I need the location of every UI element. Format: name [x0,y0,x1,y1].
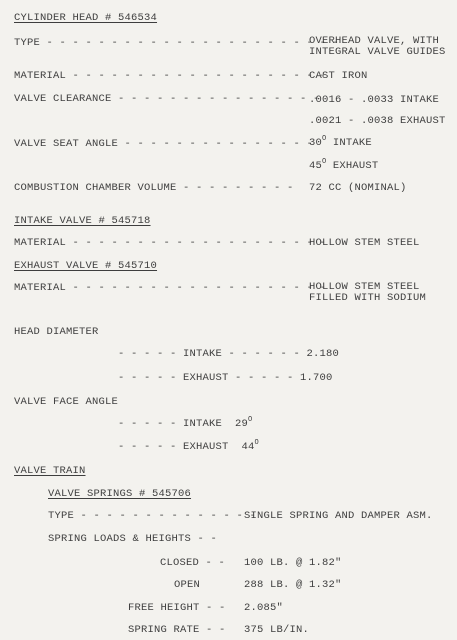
valve-face-intake-row [118,418,252,431]
material-label: MATERIAL - - - - - - - - - - - - - - - - - - - - [14,70,327,82]
valve-train-heading: VALVE TRAIN [14,465,86,477]
spring-type-value: SINGLE SPRING AND DAMPER ASM. [244,510,433,522]
valve-face-angle-label: VALVE FACE ANGLE [14,396,119,408]
seat-exhaust-number: 45 [309,160,323,172]
head-diameter-exhaust-row: - - - - - EXHAUST - - - - - 1.700 [118,372,333,384]
exhaust-material-value-line2: FILLED WITH SODIUM [309,292,427,304]
valve-clearance-exhaust: .0021 - .0038 EXHAUST [309,115,446,127]
face-intake-text: - - - - - INTAKE 29 [118,418,249,430]
type-label: TYPE - - - - - - - - - - - - - - - - - - - - - - - [14,37,340,49]
valve-face-exhaust-row [118,441,259,454]
spring-loads-label: SPRING LOADS & HEIGHTS - - [48,533,218,545]
valve-clearance-intake: .0016 - .0033 INTAKE [309,94,440,106]
degree-symbol: O [322,135,327,143]
seat-intake-number: 30 [309,137,323,149]
type-value-line2: INTEGRAL VALVE GUIDES [309,46,446,58]
combustion-chamber-value: 72 CC (NOMINAL) [309,182,407,194]
cylinder-head-heading: CYLINDER HEAD # 546534 [14,12,158,24]
valve-springs-heading: VALVE SPRINGS # 545706 [48,488,192,500]
head-diameter-intake-row: - - - - - INTAKE - - - - - - 2.180 [118,348,340,360]
valve-seat-intake [309,137,372,150]
spring-type-label: TYPE - - - - - - - - - - - - - - [48,510,257,522]
valve-seat-exhaust [309,160,378,173]
seat-exhaust-text: EXHAUST [326,160,379,172]
degree-symbol: O [248,416,253,424]
spring-rate-label: SPRING RATE - - [128,624,226,636]
exhaust-material-label: MATERIAL - - - - - - - - - - - - - - - - - - - - [14,282,327,294]
valve-seat-angle-label: VALVE SEAT ANGLE - - - - - - - - - - - - - - - [14,138,314,150]
open-label: OPEN [174,579,201,591]
seat-intake-text: INTAKE [326,137,372,149]
exhaust-valve-heading: EXHAUST VALVE # 545710 [14,260,158,272]
closed-value: 100 LB. @ 1.82" [244,557,342,569]
exhaust-material-value-line1: HOLLOW STEM STEEL [309,281,420,293]
spring-rate-value: 375 LB/IN. [244,624,310,636]
open-value: 288 LB. @ 1.32" [244,579,342,591]
head-diameter-label: HEAD DIAMETER [14,326,99,338]
free-height-label: FREE HEIGHT - - [128,602,226,614]
material-value: CAST IRON [309,70,368,82]
intake-material-label: MATERIAL - - - - - - - - - - - - - - - - - - - - [14,237,327,249]
degree-symbol: O [322,158,327,166]
closed-label: CLOSED - - [160,557,226,569]
face-exhaust-text: - - - - - EXHAUST 44 [118,441,255,453]
type-value-line1: OVERHEAD VALVE, WITH [309,35,440,47]
intake-valve-heading: INTAKE VALVE # 545718 [14,215,151,227]
free-height-value: 2.085" [244,602,284,614]
combustion-chamber-label: COMBUSTION CHAMBER VOLUME - - - - - - - - - [14,182,294,194]
valve-clearance-label: VALVE CLEARANCE - - - - - - - - - - - - - - - - [14,93,320,105]
degree-symbol: O [254,439,259,447]
intake-material-value: HOLLOW STEM STEEL [309,237,420,249]
